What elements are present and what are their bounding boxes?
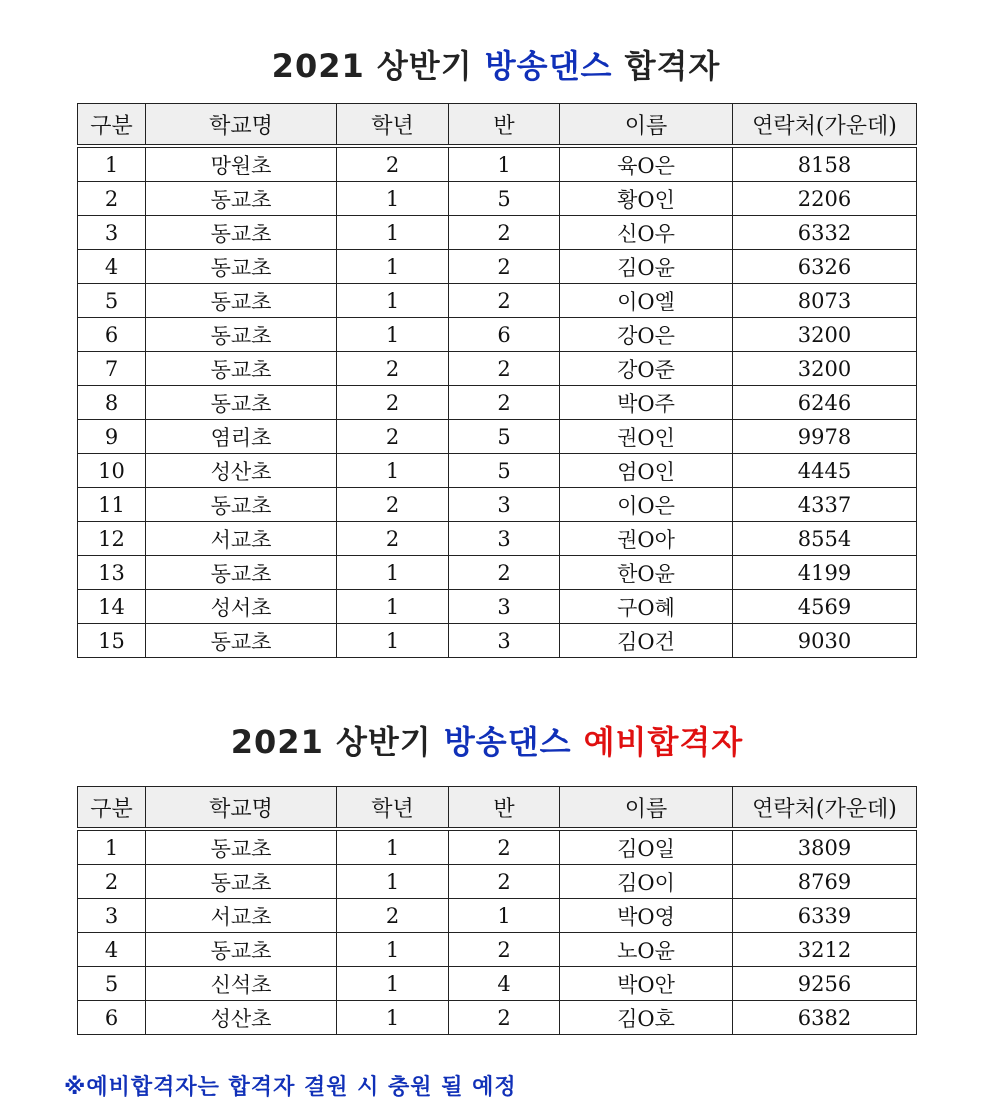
cell-name: 김O윤 — [560, 250, 733, 284]
cell-grade: 1 — [337, 967, 449, 1001]
table-row — [78, 352, 917, 386]
table-row — [78, 865, 917, 899]
cell-phone: 8073 — [733, 284, 917, 318]
reserve-title — [0, 722, 983, 762]
cell-name: 신O우 — [560, 216, 733, 250]
cell-name: 이O은 — [560, 488, 733, 522]
cell-phone: 3200 — [733, 352, 917, 386]
table-row — [78, 420, 917, 454]
cell-school: 신석초 — [146, 967, 337, 1001]
cell-class: 2 — [449, 352, 560, 386]
cell-no: 1 — [78, 829, 146, 865]
cell-no: 2 — [78, 865, 146, 899]
col-header-phone: 연락처(가운데) — [733, 787, 917, 830]
cell-school: 성산초 — [146, 1001, 337, 1035]
cell-school: 성산초 — [146, 454, 337, 488]
cell-grade: 1 — [337, 284, 449, 318]
cell-school: 성서초 — [146, 590, 337, 624]
accepted-title-suffix: 합격자 — [624, 47, 721, 85]
table-row — [78, 556, 917, 590]
accepted-title-prefix: 2021 상반기 — [271, 47, 473, 85]
cell-school: 동교초 — [146, 488, 337, 522]
cell-no: 2 — [78, 182, 146, 216]
cell-class: 2 — [449, 865, 560, 899]
cell-class: 3 — [449, 624, 560, 658]
col-header-name: 이름 — [560, 787, 733, 830]
accepted-table-header-row — [78, 104, 917, 147]
cell-phone: 3200 — [733, 318, 917, 352]
cell-no: 14 — [78, 590, 146, 624]
reserve-table-header-row — [78, 787, 917, 830]
cell-grade: 1 — [337, 250, 449, 284]
table-row — [78, 386, 917, 420]
cell-grade: 1 — [337, 865, 449, 899]
cell-name: 이O엘 — [560, 284, 733, 318]
cell-grade: 1 — [337, 624, 449, 658]
col-header-school: 학교명 — [146, 104, 337, 147]
table-row — [78, 250, 917, 284]
cell-name: 김O일 — [560, 829, 733, 865]
cell-no: 15 — [78, 624, 146, 658]
cell-grade: 1 — [337, 182, 449, 216]
cell-phone: 9030 — [733, 624, 917, 658]
cell-name: 김O호 — [560, 1001, 733, 1035]
cell-class: 2 — [449, 216, 560, 250]
cell-school: 동교초 — [146, 284, 337, 318]
reserve-table-body — [78, 829, 917, 1035]
table-row — [78, 488, 917, 522]
cell-school: 동교초 — [146, 318, 337, 352]
cell-no: 5 — [78, 284, 146, 318]
cell-grade: 1 — [337, 216, 449, 250]
accepted-table-body — [78, 146, 917, 658]
table-row — [78, 967, 917, 1001]
reserve-title-prefix: 2021 상반기 — [230, 723, 432, 761]
cell-name: 박O주 — [560, 386, 733, 420]
accepted-table — [77, 103, 917, 658]
cell-school: 동교초 — [146, 829, 337, 865]
cell-name: 엄O인 — [560, 454, 733, 488]
col-header-no: 구분 — [78, 787, 146, 830]
cell-phone: 3212 — [733, 933, 917, 967]
cell-phone: 6382 — [733, 1001, 917, 1035]
cell-class: 3 — [449, 488, 560, 522]
cell-name: 박O안 — [560, 967, 733, 1001]
cell-phone: 6339 — [733, 899, 917, 933]
cell-class: 3 — [449, 590, 560, 624]
cell-class: 6 — [449, 318, 560, 352]
cell-no: 6 — [78, 318, 146, 352]
table-row — [78, 624, 917, 658]
cell-grade: 1 — [337, 454, 449, 488]
cell-school: 동교초 — [146, 865, 337, 899]
cell-phone: 4337 — [733, 488, 917, 522]
cell-grade: 2 — [337, 386, 449, 420]
cell-grade: 2 — [337, 899, 449, 933]
cell-no: 8 — [78, 386, 146, 420]
cell-phone: 4569 — [733, 590, 917, 624]
table-row — [78, 522, 917, 556]
cell-class: 4 — [449, 967, 560, 1001]
col-header-grade: 학년 — [337, 104, 449, 147]
cell-phone: 4199 — [733, 556, 917, 590]
cell-grade: 1 — [337, 318, 449, 352]
reserve-note: ※예비합격자는 합격자 결원 시 충원 될 예정 — [64, 1075, 517, 1100]
cell-grade: 2 — [337, 420, 449, 454]
cell-no: 11 — [78, 488, 146, 522]
cell-grade: 2 — [337, 488, 449, 522]
accepted-title — [0, 46, 992, 86]
cell-phone: 9978 — [733, 420, 917, 454]
cell-name: 육O은 — [560, 146, 733, 182]
cell-phone: 3809 — [733, 829, 917, 865]
cell-grade: 1 — [337, 1001, 449, 1035]
col-header-phone: 연락처(가운데) — [733, 104, 917, 147]
cell-phone: 2206 — [733, 182, 917, 216]
table-row — [78, 899, 917, 933]
cell-school: 동교초 — [146, 386, 337, 420]
cell-grade: 1 — [337, 933, 449, 967]
cell-name: 한O윤 — [560, 556, 733, 590]
cell-phone: 6246 — [733, 386, 917, 420]
accepted-title-highlight: 방송댄스 — [484, 47, 613, 85]
cell-name: 박O영 — [560, 899, 733, 933]
cell-phone: 6326 — [733, 250, 917, 284]
cell-name: 권O아 — [560, 522, 733, 556]
cell-no: 10 — [78, 454, 146, 488]
table-row — [78, 454, 917, 488]
cell-school: 서교초 — [146, 899, 337, 933]
cell-school: 서교초 — [146, 522, 337, 556]
cell-name: 김O건 — [560, 624, 733, 658]
col-header-school: 학교명 — [146, 787, 337, 830]
table-row — [78, 146, 917, 182]
cell-name: 황O인 — [560, 182, 733, 216]
cell-grade: 1 — [337, 556, 449, 590]
col-header-class: 반 — [449, 787, 560, 830]
cell-class: 1 — [449, 146, 560, 182]
cell-grade: 2 — [337, 522, 449, 556]
cell-name: 강O준 — [560, 352, 733, 386]
table-row — [78, 829, 917, 865]
cell-school: 동교초 — [146, 182, 337, 216]
cell-no: 9 — [78, 420, 146, 454]
table-row — [78, 182, 917, 216]
cell-class: 2 — [449, 250, 560, 284]
col-header-name: 이름 — [560, 104, 733, 147]
cell-no: 4 — [78, 250, 146, 284]
cell-grade: 1 — [337, 829, 449, 865]
cell-name: 권O인 — [560, 420, 733, 454]
reserve-table — [77, 786, 917, 1035]
table-row — [78, 1001, 917, 1035]
table-row — [78, 284, 917, 318]
cell-phone: 8158 — [733, 146, 917, 182]
cell-school: 동교초 — [146, 624, 337, 658]
cell-phone: 9256 — [733, 967, 917, 1001]
cell-no: 1 — [78, 146, 146, 182]
cell-class: 1 — [449, 899, 560, 933]
cell-no: 6 — [78, 1001, 146, 1035]
cell-no: 4 — [78, 933, 146, 967]
cell-phone: 8554 — [733, 522, 917, 556]
cell-grade: 1 — [337, 590, 449, 624]
col-header-grade: 학년 — [337, 787, 449, 830]
cell-class: 2 — [449, 933, 560, 967]
cell-no: 13 — [78, 556, 146, 590]
cell-grade: 2 — [337, 146, 449, 182]
cell-no: 3 — [78, 899, 146, 933]
reserve-title-highlight: 방송댄스 — [443, 723, 572, 761]
cell-class: 5 — [449, 454, 560, 488]
table-row — [78, 216, 917, 250]
col-header-no: 구분 — [78, 104, 146, 147]
cell-grade: 2 — [337, 352, 449, 386]
cell-class: 2 — [449, 386, 560, 420]
cell-school: 동교초 — [146, 352, 337, 386]
cell-school: 동교초 — [146, 933, 337, 967]
cell-no: 3 — [78, 216, 146, 250]
cell-no: 12 — [78, 522, 146, 556]
cell-name: 구O혜 — [560, 590, 733, 624]
cell-class: 2 — [449, 829, 560, 865]
table-row — [78, 318, 917, 352]
cell-name: 김O이 — [560, 865, 733, 899]
cell-phone: 8769 — [733, 865, 917, 899]
table-row — [78, 933, 917, 967]
cell-school: 동교초 — [146, 216, 337, 250]
cell-no: 7 — [78, 352, 146, 386]
cell-school: 동교초 — [146, 250, 337, 284]
cell-school: 염리초 — [146, 420, 337, 454]
cell-school: 망원초 — [146, 146, 337, 182]
cell-class: 2 — [449, 556, 560, 590]
cell-name: 노O윤 — [560, 933, 733, 967]
cell-class: 3 — [449, 522, 560, 556]
col-header-class: 반 — [449, 104, 560, 147]
reserve-title-suffix: 예비합격자 — [583, 723, 744, 761]
cell-phone: 6332 — [733, 216, 917, 250]
cell-phone: 4445 — [733, 454, 917, 488]
cell-class: 2 — [449, 284, 560, 318]
cell-no: 5 — [78, 967, 146, 1001]
cell-class: 5 — [449, 420, 560, 454]
cell-school: 동교초 — [146, 556, 337, 590]
cell-name: 강O은 — [560, 318, 733, 352]
cell-class: 5 — [449, 182, 560, 216]
cell-class: 2 — [449, 1001, 560, 1035]
table-row — [78, 590, 917, 624]
